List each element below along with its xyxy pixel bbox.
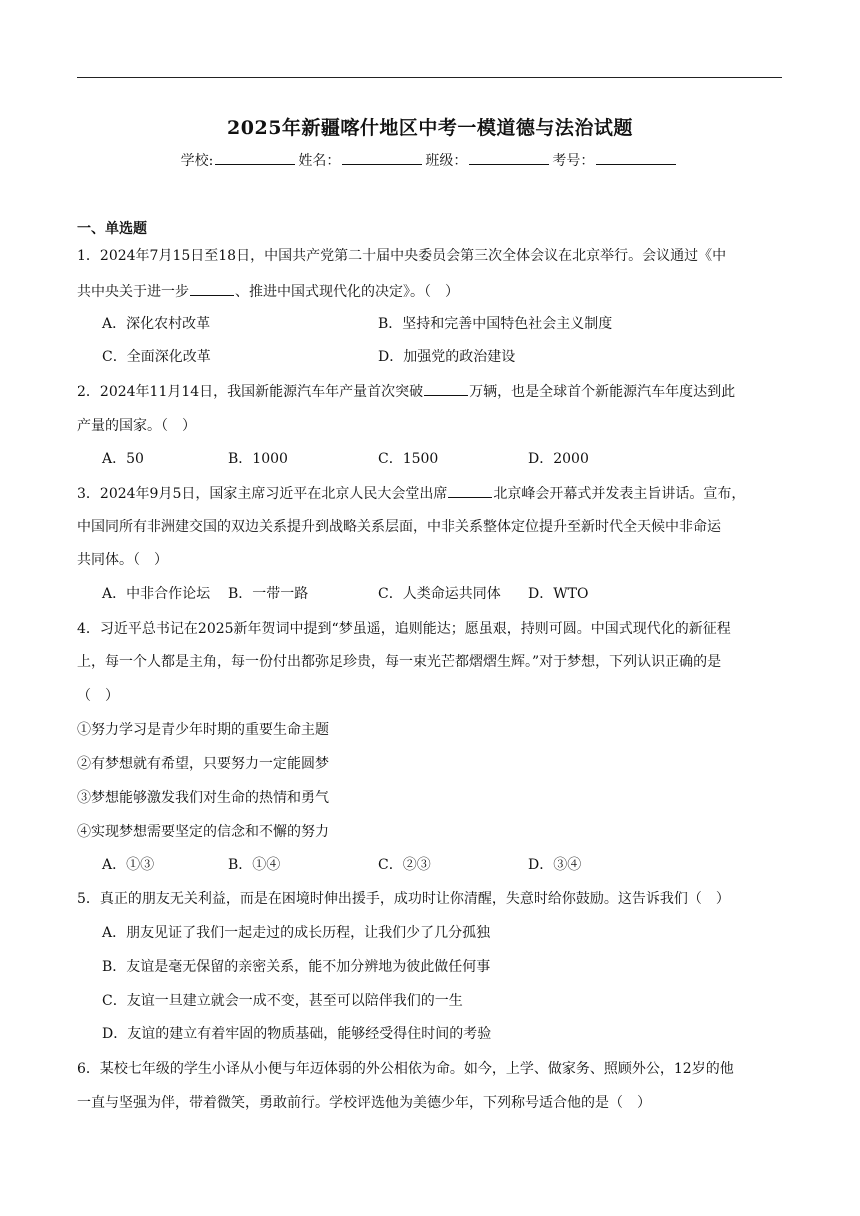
q4-stem-line3: （ ） (77, 688, 119, 704)
q2-stem-text-b: 万辆，也是全球首个新能源汽车年度达到此 (469, 384, 736, 400)
student-info-line (0, 150, 860, 170)
number-field[interactable] (596, 152, 676, 165)
q2-stem-text-a: 2．2024年11月14日，我国新能源汽车年产量首次突破 (77, 384, 424, 400)
q1-option-a[interactable]: A．深化农村改革 (102, 316, 211, 332)
q2-stem-line2: 产量的国家。（ ） (77, 418, 196, 434)
q4-option-d[interactable]: D．③④ (528, 857, 582, 873)
name-field[interactable] (342, 152, 422, 165)
q5-option-d[interactable]: D．友谊的建立有着牢固的物质基础，能够经受得住时间的考验 (102, 1026, 492, 1042)
q4-statement-3: ③梦想能够激发我们对生命的热情和勇气 (77, 790, 329, 806)
q1-stem-line2 (77, 282, 782, 302)
q1-option-d[interactable]: D．加强党的政治建设 (378, 349, 516, 365)
school-label: 学校: (180, 153, 214, 169)
page-title: 2025年新疆喀什地区中考一模道德与法治试题 (227, 117, 633, 139)
q5-stem-line1: 5．真正的朋友无关利益，而是在困境时伸出援手，成功时让你清醒，失意时给你鼓励。这告诉我们（ ） (77, 891, 730, 907)
q1-answer-blank (190, 283, 234, 296)
q2-option-a[interactable]: A．50 (102, 451, 144, 467)
top-rule (77, 77, 782, 78)
q3-stem-text-b: 北京峰会开幕式并发表主旨讲话。宣布， (493, 486, 746, 502)
q4-stem-line1: 4．习近平总书记在2025新年贺词中提到“梦虽遥，追则能达；愿虽艰，持则可圆。中国式现代化的新征程 (77, 621, 731, 637)
section-title: 一、单选题 (77, 221, 147, 237)
q5-option-b[interactable]: B．友谊是毫无保留的亲密关系，能不加分辨地为彼此做任何事 (102, 959, 491, 975)
q6-stem-line2: 一直与坚强为伴，带着微笑，勇敢前行。学校评选他为美德少年，下列称号适合他的是（ ） (77, 1095, 651, 1111)
q3-option-c[interactable]: C．人类命运共同体 (378, 586, 501, 602)
q4-option-a[interactable]: A．①③ (102, 857, 155, 873)
q4-option-c[interactable]: C．②③ (378, 857, 431, 873)
name-label: 姓名： (298, 153, 341, 169)
q1-stem-text-a: 共中央关于进一步 (77, 284, 189, 300)
number-label: 考号： (552, 153, 595, 169)
q2-option-d[interactable]: D．2000 (528, 451, 589, 467)
q3-stem-line3: 共同体。（ ） (77, 552, 168, 568)
q2-answer-blank (424, 383, 468, 396)
q3-option-d[interactable]: D．WTO (528, 586, 589, 602)
q3-answer-blank (448, 485, 492, 498)
q3-stem-line1 (77, 484, 782, 504)
q6-stem-line1: 6．某校七年级的学生小译从小便与年迈体弱的外公相依为命。如今，上学、做家务、照顾外公，12岁的他 (77, 1061, 734, 1077)
q5-option-a[interactable]: A．朋友见证了我们一起走过的成长历程，让我们少了几分孤独 (102, 925, 491, 941)
q1-stem-line1: 1．2024年7月15日至18日，中国共产党第二十届中央委员会第三次全体会议在北京举行。会议通过《中 (77, 248, 727, 264)
q1-stem-text-b: 、推进中国式现代化的决定》。（ ） (235, 284, 459, 300)
q3-option-a[interactable]: A．中非合作论坛 (102, 586, 211, 602)
class-label: 班级： (425, 153, 468, 169)
q2-option-c[interactable]: C．1500 (378, 451, 439, 467)
school-field[interactable] (215, 152, 295, 165)
q4-statement-1: ①努力学习是青少年时期的重要生命主题 (77, 722, 329, 738)
q4-statement-2: ②有梦想就有希望，只要努力一定能圆梦 (77, 756, 329, 772)
q1-option-b[interactable]: B．坚持和完善中国特色社会主义制度 (378, 316, 613, 332)
q2-stem-line1 (77, 382, 782, 402)
q4-stem-line2: 上，每一个人都是主角，每一份付出都弥足珍贵，每一束光芒都熠熠生辉。”对于梦想，下列认识正确的是 (77, 654, 722, 670)
q3-stem-line2: 中国同所有非洲建交国的双边关系提升到战略关系层面，中非关系整体定位提升至新时代全天候中非命运 (77, 519, 721, 535)
q4-option-b[interactable]: B．①④ (228, 857, 281, 873)
q3-stem-text-a: 3．2024年9月5日，国家主席习近平在北京人民大会堂出席 (77, 486, 448, 502)
q4-statement-4: ④实现梦想需要坚定的信念和不懈的努力 (77, 824, 329, 840)
q2-option-b[interactable]: B．1000 (228, 451, 288, 467)
q3-option-b[interactable]: B．一带一路 (228, 586, 309, 602)
class-field[interactable] (469, 152, 549, 165)
q1-option-c[interactable]: C．全面深化改革 (102, 349, 211, 365)
q5-option-c[interactable]: C．友谊一旦建立就会一成不变，甚至可以陪伴我们的一生 (102, 993, 463, 1009)
